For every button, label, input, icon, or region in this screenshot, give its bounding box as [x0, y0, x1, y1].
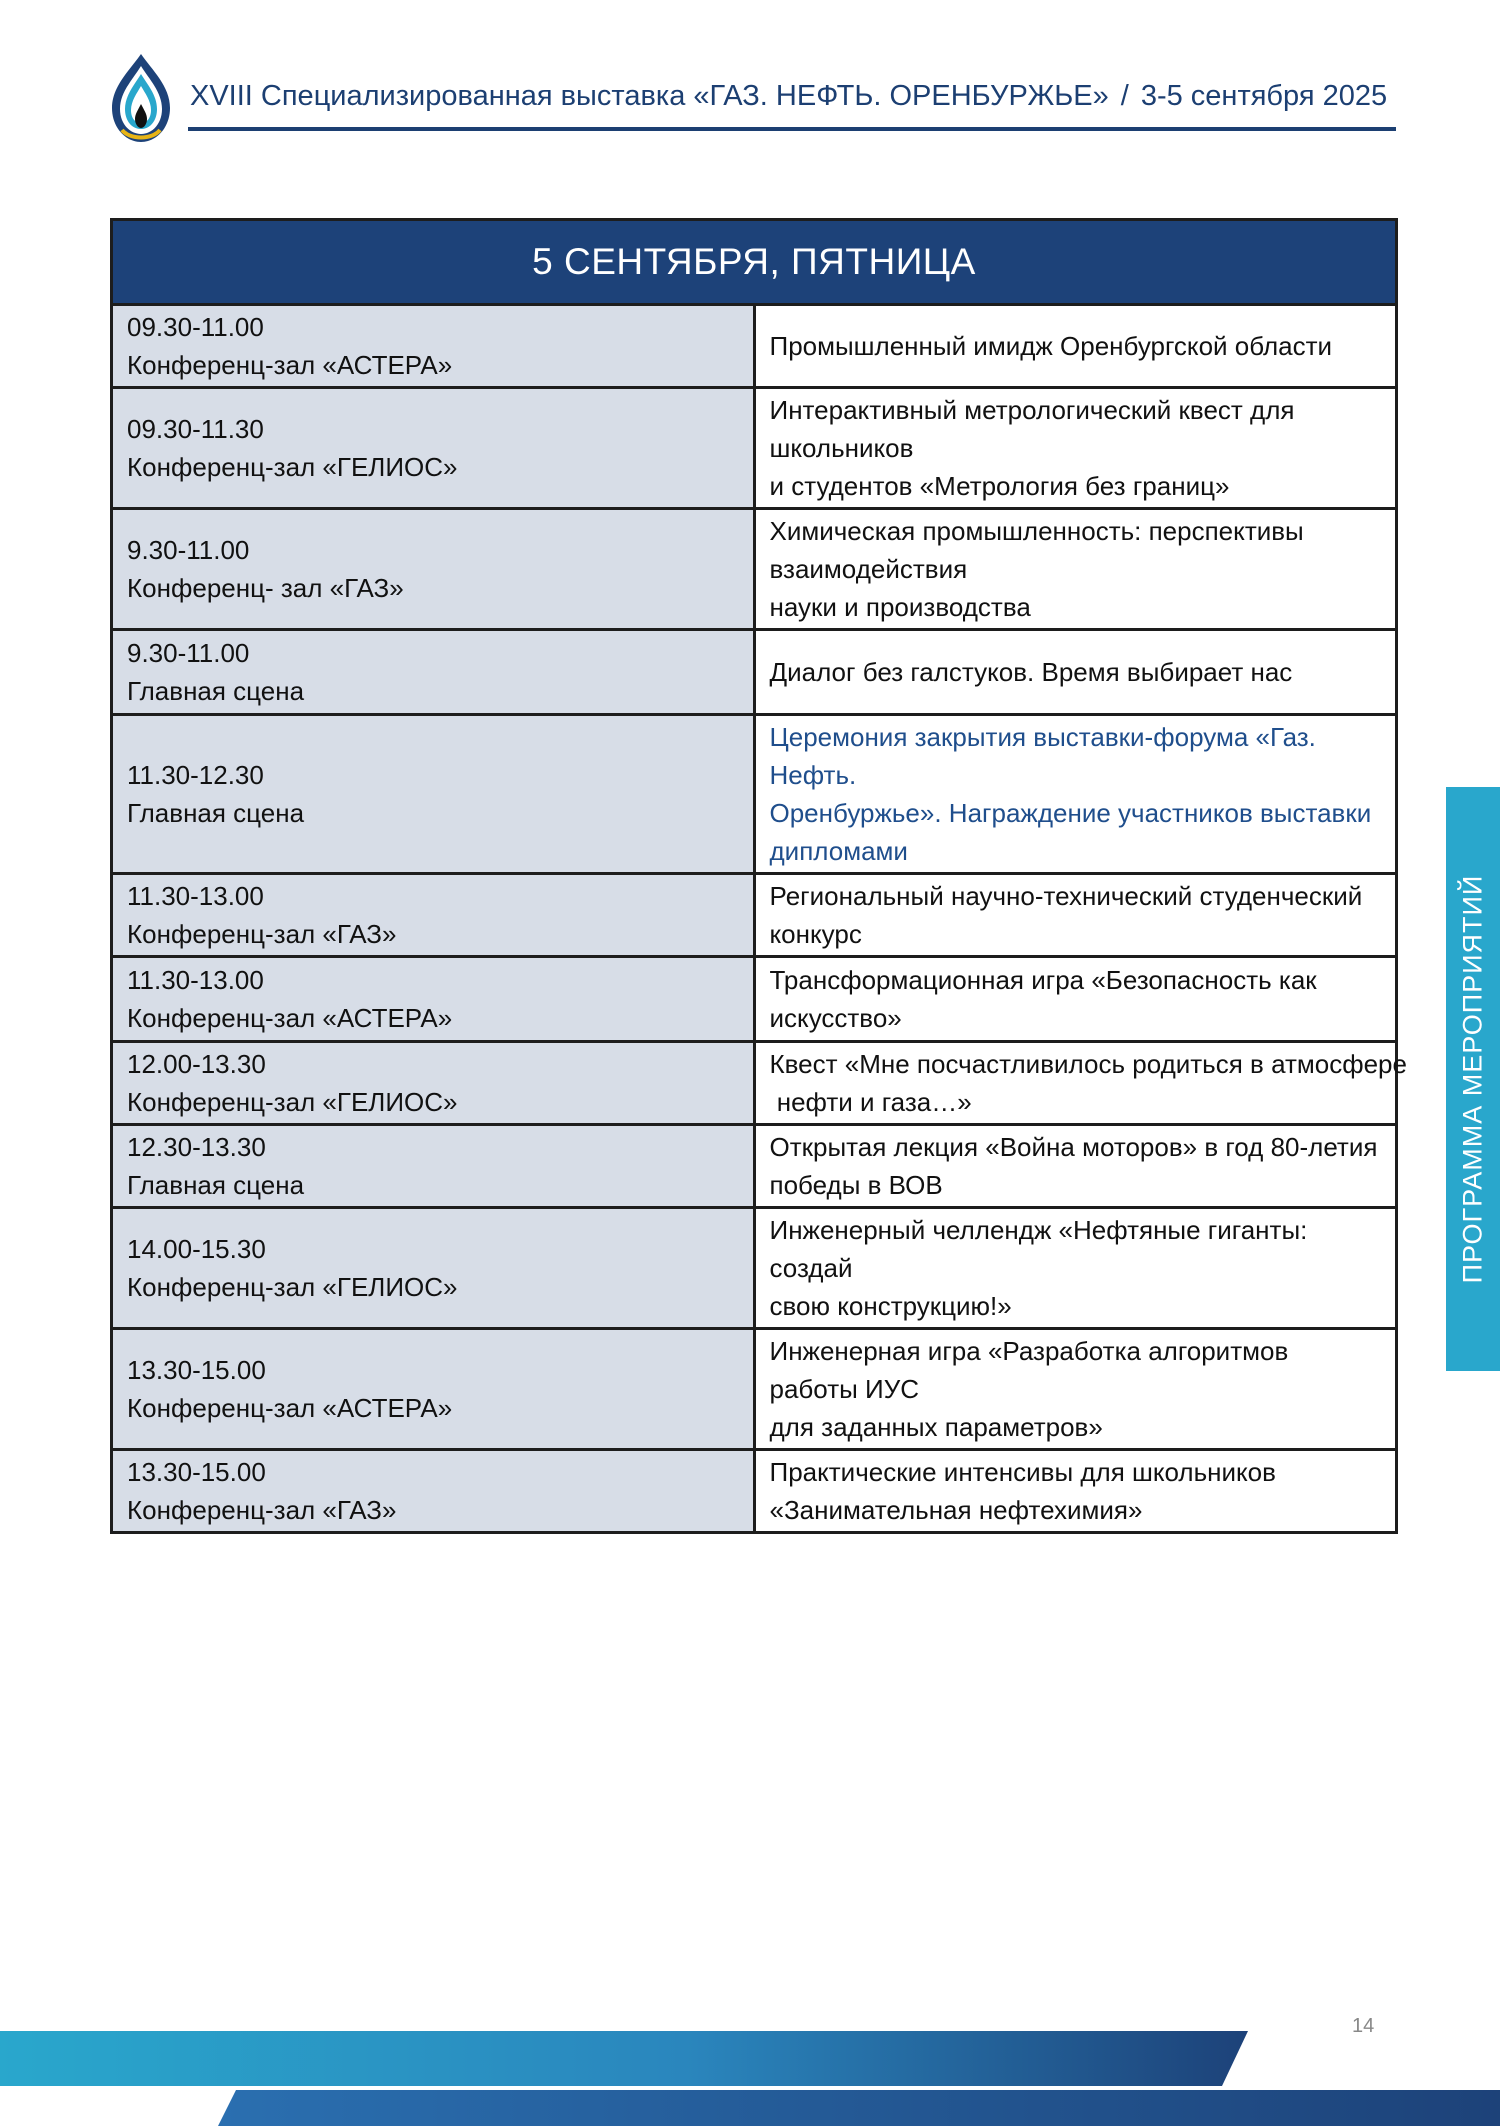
venue: Конференц-зал «АСТЕРА»	[127, 1003, 453, 1033]
event-line: Оренбуржье». Награждение участников выставки дипломами	[769, 798, 1372, 866]
event-cell	[754, 1125, 1397, 1208]
venue: Конференц-зал «АСТЕРА»	[127, 1393, 453, 1423]
event-cell	[754, 509, 1397, 630]
header-rule	[188, 127, 1396, 131]
side-tab-label: ПРОГРАММА МЕРОПРИЯТИЙ	[1457, 874, 1488, 1284]
event-line: Инженерная игра «Разработка алгоритмов работы ИУС	[769, 1336, 1289, 1404]
event-line: науки и производства	[769, 592, 1031, 622]
venue: Конференц-зал «ГАЗ»	[127, 919, 397, 949]
event-line: и студентов «Метрология без границ»	[769, 471, 1230, 501]
time-range: 12.00-13.30	[127, 1049, 266, 1079]
event-line: Квест «Мне посчастливилось родиться в атмосфере	[769, 1049, 1407, 1079]
event-cell	[754, 1208, 1397, 1329]
event-cell	[754, 305, 1397, 388]
venue: Главная сцена	[127, 1170, 305, 1200]
venue: Конференц-зал «АСТЕРА»	[127, 350, 453, 380]
event-line: «Занимательная нефтехимия»	[769, 1495, 1143, 1525]
table-row	[112, 1450, 1397, 1533]
time-range: 9.30-11.00	[127, 535, 250, 565]
exhibition-logo	[108, 52, 174, 144]
venue: Конференц- зал «ГАЗ»	[127, 573, 404, 603]
time-range: 11.30-13.00	[127, 881, 264, 911]
time-range: 13.30-15.00	[127, 1355, 266, 1385]
schedule-table	[110, 218, 1407, 1534]
time-range: 09.30-11.00	[127, 312, 264, 342]
venue: Главная сцена	[127, 676, 305, 706]
event-line: Интерактивный метрологический квест для школьников	[769, 395, 1295, 463]
time-cell	[112, 957, 755, 1042]
time-cell	[112, 630, 755, 715]
time-cell	[112, 1125, 755, 1208]
table-row	[112, 874, 1397, 957]
venue: Конференц-зал «ГЕЛИОС»	[127, 452, 458, 482]
event-cell	[754, 630, 1397, 715]
time-cell	[112, 1042, 755, 1125]
time-cell	[112, 305, 755, 388]
table-row	[112, 305, 1397, 388]
event-cell	[754, 1042, 1407, 1125]
event-cell	[754, 715, 1397, 874]
event-cell	[754, 1450, 1397, 1533]
table-row	[112, 388, 1397, 509]
time-cell	[112, 388, 755, 509]
event-line: Трансформационная игра «Безопасность как искусство»	[769, 965, 1317, 1033]
time-range: 11.30-12.30	[127, 760, 264, 790]
event-cell	[754, 874, 1397, 957]
side-tab	[1446, 787, 1500, 1371]
day-title: 5 СЕНТЯБРЯ, ПЯТНИЦА	[112, 220, 1397, 305]
event-line: Инженерный челлендж «Нефтяные гиганты: создай	[769, 1215, 1308, 1283]
table-row	[112, 715, 1397, 874]
exhibition-name: XVIII Специализированная выставка «ГАЗ. НЕФТЬ. ОРЕНБУРЖЬЕ»	[190, 80, 1109, 112]
time-cell	[112, 715, 755, 874]
event-line: Промышленный имидж Оренбургской области	[769, 331, 1333, 361]
header-separator: /	[1120, 80, 1129, 112]
time-range: 14.00-15.30	[127, 1234, 266, 1264]
table-row	[112, 1125, 1397, 1208]
venue: Главная сцена	[127, 798, 305, 828]
time-range: 13.30-15.00	[127, 1457, 266, 1487]
event-line: нефти и газа…»	[769, 1087, 972, 1117]
time-cell	[112, 1208, 755, 1329]
event-cell	[754, 957, 1397, 1042]
event-line: Химическая промышленность: перспективы взаимодействия	[769, 516, 1304, 584]
page-number: 14	[1352, 2015, 1375, 2037]
time-range: 11.30-13.00	[127, 965, 264, 995]
event-line: Церемония закрытия выставки-форума «Газ. Нефть.	[769, 722, 1316, 790]
time-range: 12.30-13.30	[127, 1132, 266, 1162]
time-cell	[112, 1450, 755, 1533]
table-row	[112, 1208, 1397, 1329]
time-cell	[112, 1329, 755, 1450]
table-row	[112, 1329, 1397, 1450]
time-cell	[112, 874, 755, 957]
event-line: Диалог без галстуков. Время выбирает нас	[769, 657, 1293, 687]
event-line: свою конструкцию!»	[769, 1291, 1012, 1321]
table-row	[112, 509, 1397, 630]
venue: Конференц-зал «ГЕЛИОС»	[127, 1272, 458, 1302]
venue: Конференц-зал «ГАЗ»	[127, 1495, 397, 1525]
event-line: Региональный научно-технический студенческий конкурс	[769, 881, 1363, 949]
time-cell	[112, 509, 755, 630]
exhibition-dates: 3-5 сентября 2025	[1140, 80, 1388, 112]
time-range: 9.30-11.00	[127, 638, 250, 668]
venue: Конференц-зал «ГЕЛИОС»	[127, 1087, 458, 1117]
event-cell	[754, 388, 1397, 509]
table-row	[112, 630, 1397, 715]
event-cell	[754, 1329, 1397, 1450]
header-title	[190, 80, 1387, 113]
event-line: Открытая лекция «Война моторов» в год 80-летия победы в ВОВ	[769, 1132, 1378, 1200]
table-row	[112, 957, 1397, 1042]
table-row	[112, 1042, 1397, 1125]
event-line: для заданных параметров»	[769, 1412, 1103, 1442]
time-range: 09.30-11.30	[127, 414, 264, 444]
event-line: Практические интенсивы для школьников	[769, 1457, 1276, 1487]
